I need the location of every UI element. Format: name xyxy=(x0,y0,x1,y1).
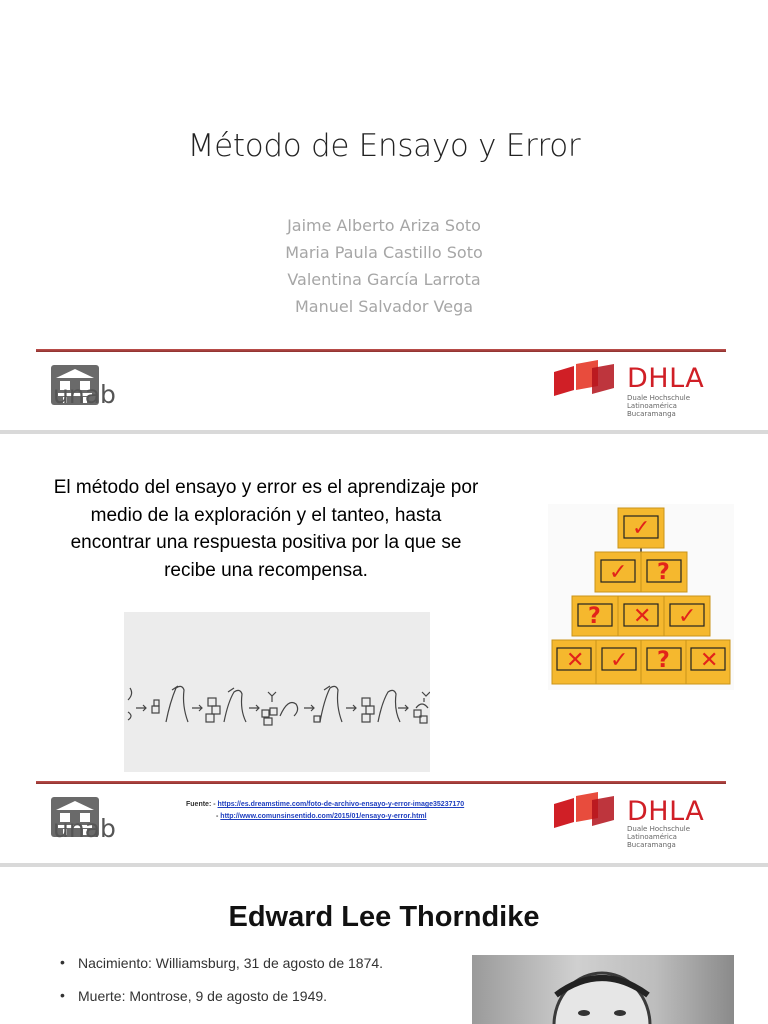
cross-mark-icon: ✕ xyxy=(633,604,652,629)
bullet-item: • Nacimiento: Williamsburg, 31 de agosto de 1874. xyxy=(60,955,383,971)
animal-sequence-icon xyxy=(124,612,430,772)
source-link[interactable]: https://es.dreamstime.com/foto-de-archivo-ensayo-y-error-image35237170 xyxy=(217,801,465,808)
check-mark-icon: ✓ xyxy=(609,560,628,585)
check-mark-icon: ✓ xyxy=(610,648,629,673)
check-mark-icon: ✓ xyxy=(632,516,651,541)
dhla-logo-icon xyxy=(552,792,618,832)
bullet-list xyxy=(60,955,383,1021)
trial-error-sequence-image xyxy=(124,612,430,772)
author-name: Manuel Salvador Vega xyxy=(294,297,474,316)
unab-logo-text: unab xyxy=(53,380,116,409)
dhla-subtitle: Duale Hochschule Latinoamérica Bucaramanga xyxy=(627,394,691,418)
unab-logo-text: unab xyxy=(53,814,116,843)
source-line-1 xyxy=(186,801,464,808)
thorndike-slide xyxy=(0,867,768,1024)
author-name: Maria Paula Castillo Soto xyxy=(285,243,483,262)
question-mark-icon: ? xyxy=(657,648,670,673)
cross-mark-icon: ✕ xyxy=(566,648,585,673)
divider-line xyxy=(36,781,726,784)
check-mark-icon: ✓ xyxy=(678,604,697,629)
author-name: Valentina García Larrota xyxy=(287,270,481,289)
dhla-logo-icon xyxy=(552,360,618,400)
cross-mark-icon: ✕ xyxy=(700,648,719,673)
dhla-subtitle: Duale Hochschule Latinoamérica Bucaramanga xyxy=(627,825,691,849)
source-line-2: - http://www.comunsinsentido.com/2015/01/ensayo-y-error.html xyxy=(216,813,427,820)
source-label: Fuente: - xyxy=(186,801,216,808)
definition-paragraph: El método del ensayo y error es el aprendizaje por medio de la exploración y el tanteo, hasta encontrar una respuesta positiva por la que se recibe una recompensa. xyxy=(53,477,479,581)
source-link[interactable]: http://www.comunsinsentido.com/2015/01/ensayo-y-error.html xyxy=(220,813,427,820)
presentation-title: Método de Ensayo y Error xyxy=(187,128,581,164)
title-slide xyxy=(0,0,768,430)
trial-error-pyramid-icon xyxy=(548,504,734,690)
dhla-logo-text: DHLA xyxy=(627,796,705,827)
portrait-photo xyxy=(472,955,734,1024)
bullet-item: • Muerte: Montrose, 9 de agosto de 1949. xyxy=(60,988,383,1004)
divider-line xyxy=(36,349,726,352)
slide-title: Edward Lee Thorndike xyxy=(228,901,540,933)
portrait-icon xyxy=(472,955,734,1024)
question-mark-icon: ? xyxy=(657,560,670,585)
dhla-logo-text: DHLA xyxy=(627,363,705,394)
author-list xyxy=(0,212,768,320)
question-mark-icon: ? xyxy=(588,604,601,629)
definition-slide xyxy=(0,434,768,863)
author-name: Jaime Alberto Ariza Soto xyxy=(287,216,481,235)
